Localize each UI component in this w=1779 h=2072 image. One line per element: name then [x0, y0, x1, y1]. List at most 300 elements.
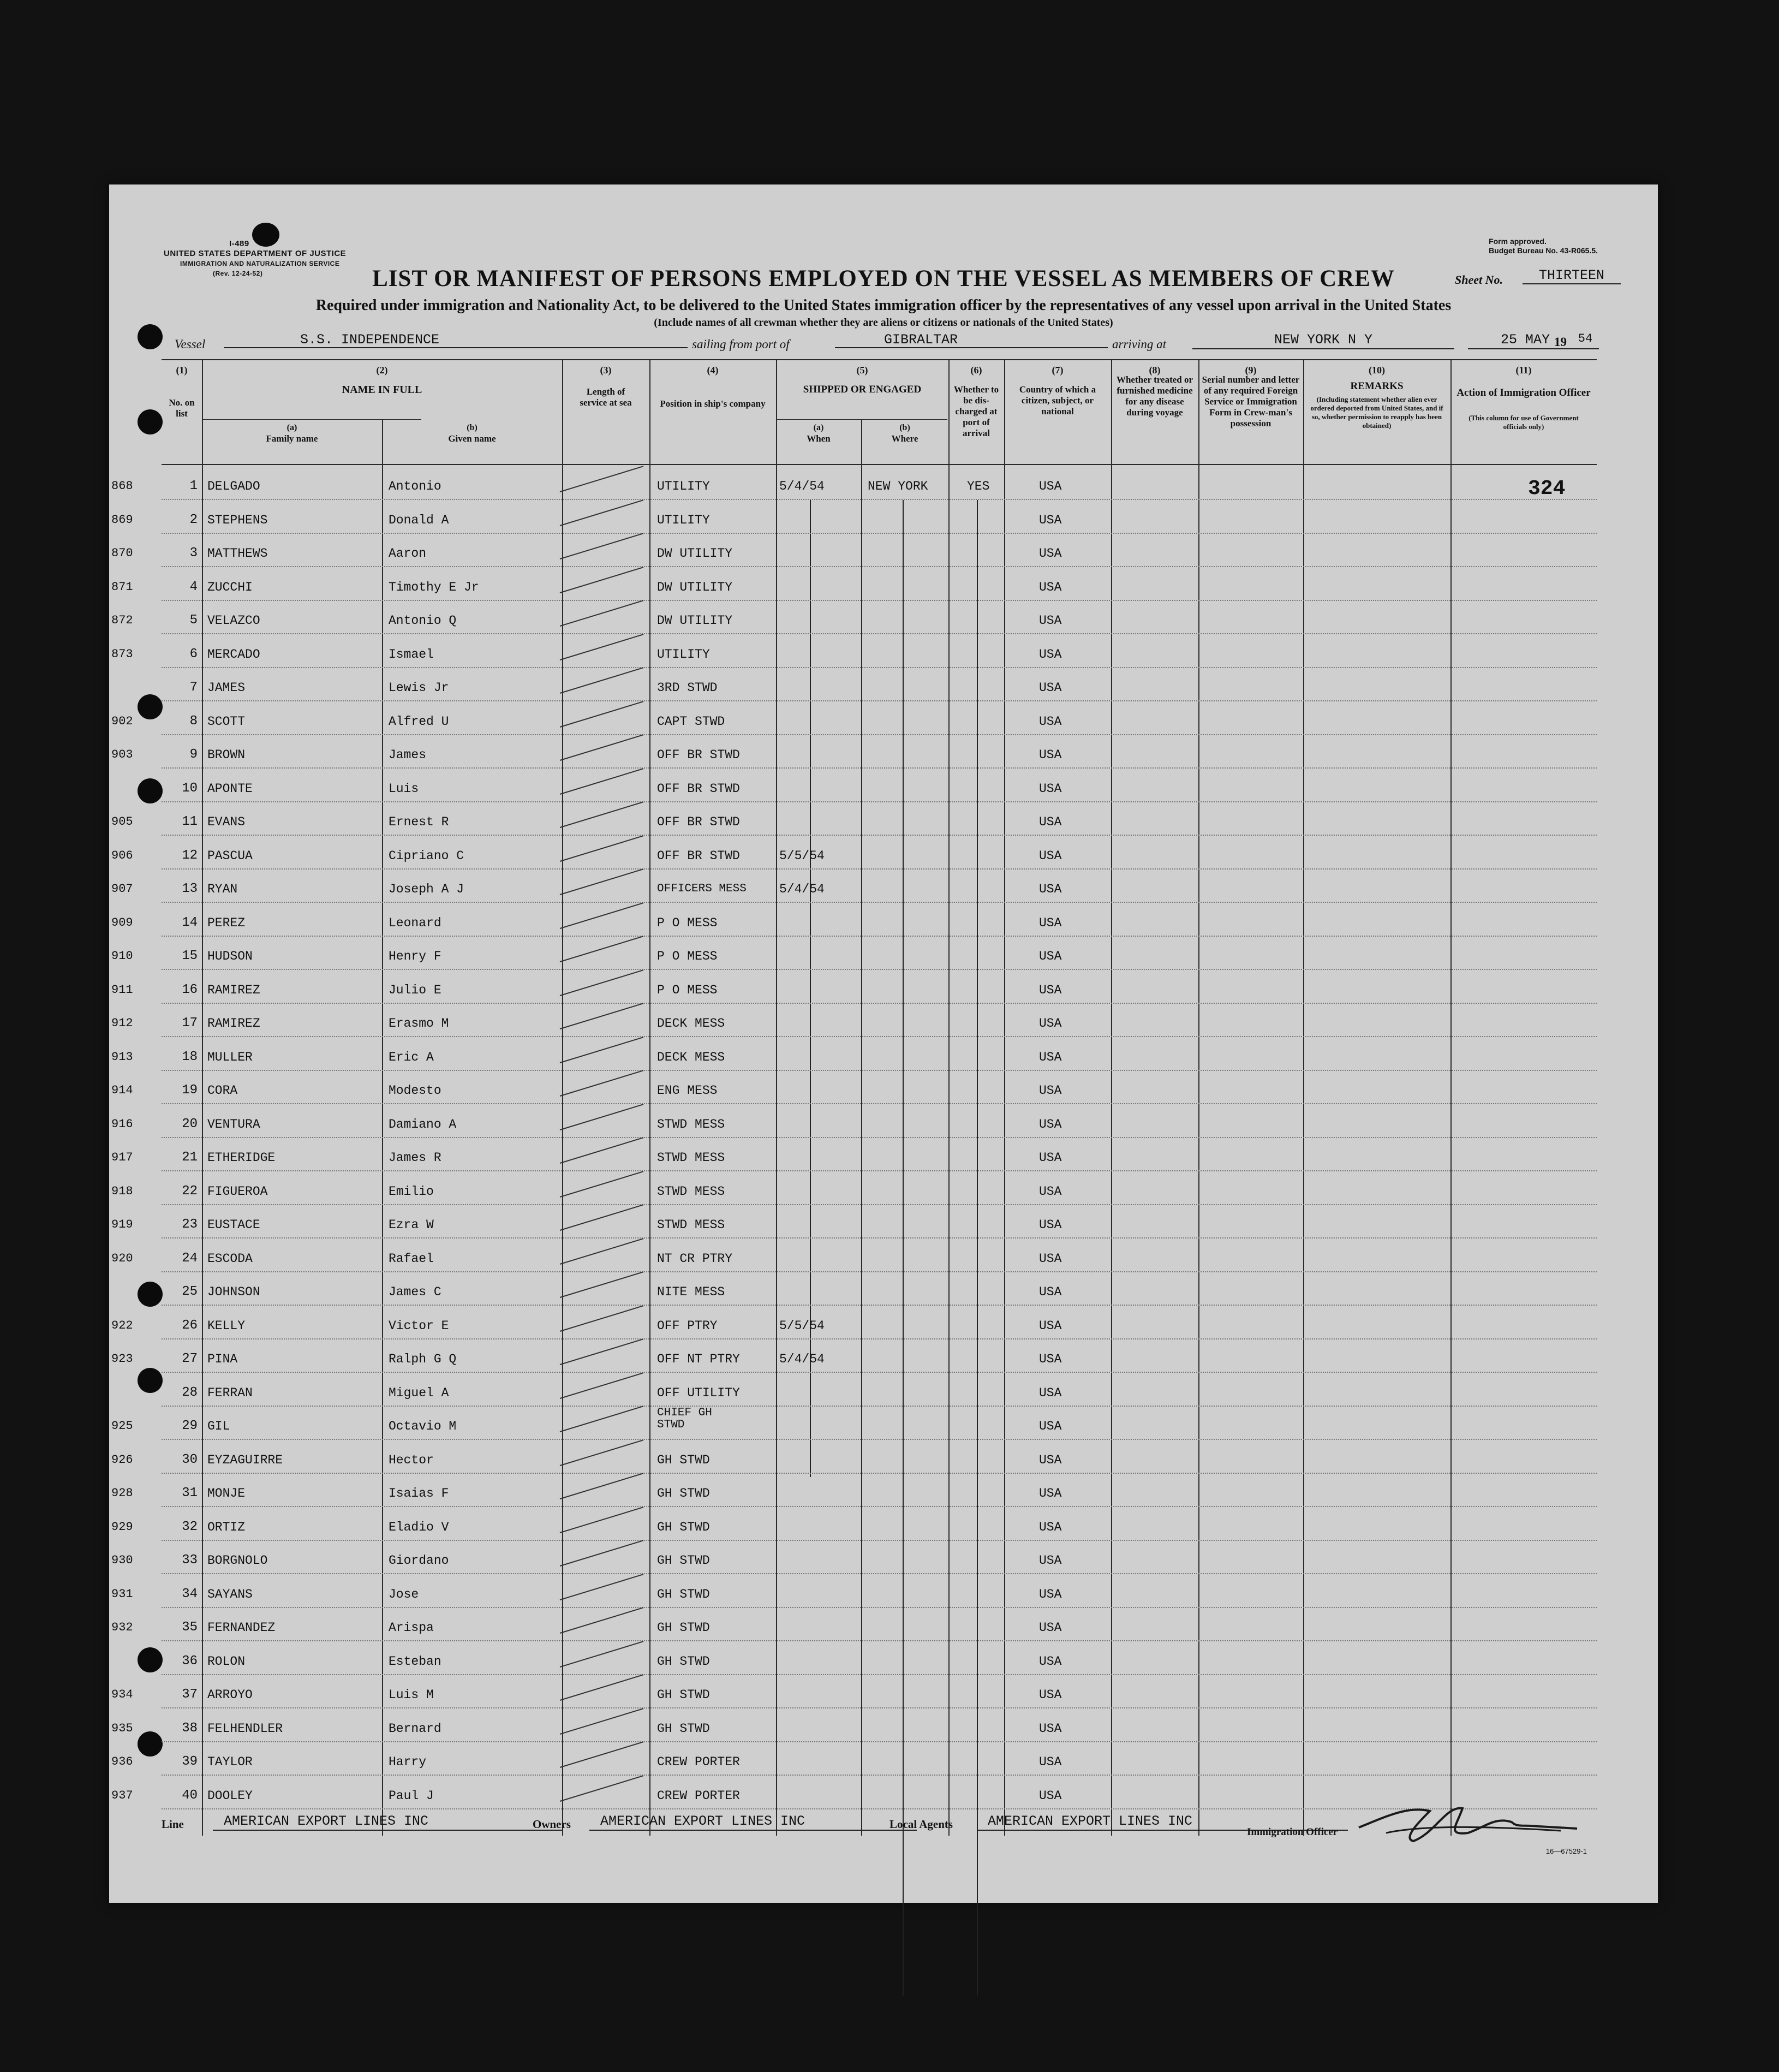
family-name: MONJE — [207, 1486, 246, 1501]
arrival-year: 54 — [1572, 332, 1599, 349]
country: USA — [1039, 1117, 1062, 1132]
family-name: DELGADO — [207, 479, 260, 493]
list-number: 37 — [182, 1687, 198, 1702]
family-name: PINA — [207, 1352, 238, 1366]
country: USA — [1039, 1352, 1062, 1366]
list-number: 35 — [182, 1620, 198, 1635]
country: USA — [1039, 1419, 1062, 1433]
sheet-number-value: THIRTEEN — [1523, 267, 1621, 284]
col5-header: SHIPPED OR ENGAGED — [803, 384, 922, 395]
list-number: 22 — [182, 1184, 198, 1199]
line-number: 871 — [111, 580, 133, 594]
family-name: MERCADO — [207, 647, 260, 662]
length-of-service-mark — [560, 1775, 644, 1802]
list-number: 29 — [182, 1419, 198, 1433]
length-of-service-mark — [560, 1406, 644, 1432]
country: USA — [1039, 647, 1062, 662]
country: USA — [1039, 748, 1062, 762]
list-number: 3 — [189, 546, 198, 561]
country: USA — [1039, 983, 1062, 997]
family-name: PASCUA — [207, 849, 253, 863]
line-number: 911 — [111, 983, 133, 997]
given-name: Ernest R — [389, 815, 449, 829]
row-ruling — [162, 1271, 1597, 1273]
line-number: 913 — [111, 1050, 133, 1064]
family-name: BROWN — [207, 748, 246, 762]
position: OFF PTRY — [657, 1319, 718, 1333]
form-id: I-489 — [229, 239, 249, 248]
given-name: Leonard — [389, 916, 441, 930]
list-number: 30 — [182, 1452, 198, 1467]
position: GH STWD — [657, 1486, 710, 1501]
line-number: 869 — [111, 513, 133, 527]
col10-header: REMARKS — [1350, 380, 1404, 392]
row-ruling — [162, 1775, 1597, 1776]
position: GH STWD — [657, 1553, 710, 1568]
length-of-service-mark — [560, 1641, 644, 1668]
length-of-service-mark — [560, 1305, 644, 1332]
row-ruling — [162, 700, 1597, 702]
list-number: 33 — [182, 1553, 198, 1568]
row-ruling — [162, 1036, 1597, 1038]
row-ruling — [162, 1237, 1597, 1239]
position: OFF BR STWD — [657, 849, 740, 863]
col4-header: Position in ship's company — [660, 398, 766, 409]
position: 3RD STWD — [657, 681, 718, 695]
country: USA — [1039, 916, 1062, 930]
family-name: FERNANDEZ — [207, 1621, 276, 1635]
position: P O MESS — [657, 916, 718, 930]
vessel-label: Vessel — [175, 337, 206, 351]
col4-number: (4) — [707, 365, 719, 376]
form-print-number: 16—67529-1 — [1545, 1847, 1587, 1855]
length-of-service-mark — [560, 634, 644, 660]
list-number: 4 — [189, 580, 198, 594]
owners-label: Owners — [533, 1818, 571, 1831]
list-number: 17 — [182, 1016, 198, 1031]
list-number: 34 — [182, 1587, 198, 1601]
line-number: 905 — [111, 815, 133, 829]
col1-number: (1) — [176, 365, 188, 376]
list-number: 27 — [182, 1351, 198, 1366]
length-of-service-mark — [560, 1070, 644, 1097]
line-number: 909 — [111, 916, 133, 930]
col5b-header: Where — [891, 433, 918, 444]
position: GH STWD — [657, 1453, 710, 1467]
family-name: MULLER — [207, 1050, 253, 1064]
vessel-name: S.S. INDEPENDENCE — [224, 332, 688, 348]
row-ruling — [162, 1674, 1597, 1676]
col1-header: No. on list — [169, 397, 195, 419]
family-name: ORTIZ — [207, 1520, 246, 1534]
punch-hole — [138, 409, 163, 434]
col3-header: Length of service at sea — [580, 386, 632, 408]
form-revision: (Rev. 12-24-52) — [213, 270, 263, 277]
given-name: Hector — [389, 1453, 434, 1467]
row-ruling — [162, 1573, 1597, 1575]
row-ruling — [162, 499, 1597, 501]
length-of-service-mark — [560, 969, 644, 996]
length-of-service-mark — [560, 902, 644, 929]
list-number: 31 — [182, 1486, 198, 1501]
position: GH STWD — [657, 1654, 710, 1669]
col8-number: (8) — [1149, 365, 1161, 376]
family-name: ZUCCHI — [207, 580, 253, 594]
length-of-service-mark — [560, 936, 644, 962]
country: USA — [1039, 882, 1062, 896]
family-name: FIGUEROA — [207, 1184, 268, 1199]
list-number: 28 — [182, 1385, 198, 1400]
family-name: ARROYO — [207, 1688, 253, 1702]
family-name: VENTURA — [207, 1117, 260, 1132]
given-name: Lewis Jr — [389, 681, 449, 695]
family-name: ESCODA — [207, 1252, 253, 1266]
line-number: 903 — [111, 748, 133, 761]
position: OFF UTILITY — [657, 1386, 740, 1400]
row-ruling — [162, 1070, 1597, 1071]
col6-number: (6) — [970, 365, 982, 376]
country: USA — [1039, 1151, 1062, 1165]
manifest-sheet — [109, 184, 1658, 1903]
position: OFF BR STWD — [657, 782, 740, 796]
position: OFF NT PTRY — [657, 1352, 740, 1366]
country: USA — [1039, 815, 1062, 829]
row-ruling — [162, 1640, 1597, 1642]
position: UTILITY — [657, 479, 710, 493]
row-ruling — [162, 1473, 1597, 1474]
country: USA — [1039, 849, 1062, 863]
col2b-number: (b) — [467, 423, 477, 432]
position: STWD MESS — [657, 1117, 725, 1132]
list-number: 15 — [182, 949, 198, 963]
punch-hole — [138, 1282, 163, 1307]
line-number: 868 — [111, 479, 133, 493]
list-number: 36 — [182, 1654, 198, 1669]
shipped-when: 5/4/54 — [779, 479, 825, 493]
family-name: EYZAGUIRRE — [207, 1453, 283, 1467]
position: UTILITY — [657, 513, 710, 527]
list-number: 12 — [182, 848, 198, 863]
col2a-header: Family name — [266, 433, 318, 444]
local-agents-label: Local Agents — [889, 1818, 953, 1831]
position: CHIEF GH STWD — [657, 1407, 712, 1431]
col8-header: Whether treated or furnished medicine for any disease during voyage — [1116, 374, 1193, 418]
line-number: 928 — [111, 1486, 133, 1500]
position: GH STWD — [657, 1621, 710, 1635]
list-number: 21 — [182, 1150, 198, 1165]
country: USA — [1039, 1050, 1062, 1064]
country: USA — [1039, 681, 1062, 695]
list-number: 16 — [182, 983, 198, 997]
given-name: Eladio V — [389, 1520, 449, 1534]
line-number: 925 — [111, 1419, 133, 1433]
length-of-service-mark — [560, 1238, 644, 1265]
country: USA — [1039, 1789, 1062, 1803]
manifest-subtitle: Required under immigration and Nationality Act, to be delivered to the United States immigration officer by the representatives of any vessel upon arrival in the United States — [315, 297, 1452, 314]
line-number: 934 — [111, 1688, 133, 1701]
length-of-service-mark — [560, 768, 644, 795]
length-of-service-mark — [560, 1607, 644, 1634]
length-of-service-mark — [560, 1540, 644, 1567]
given-name: Paul J — [389, 1789, 434, 1803]
given-name: Miguel A — [389, 1386, 449, 1400]
length-of-service-mark — [560, 567, 644, 593]
punch-hole — [138, 1647, 163, 1672]
position: DW UTILITY — [657, 580, 733, 594]
length-of-service-mark — [560, 667, 644, 694]
position: P O MESS — [657, 949, 718, 963]
list-number: 25 — [182, 1284, 198, 1299]
country: USA — [1039, 1218, 1062, 1232]
list-number: 24 — [182, 1251, 198, 1266]
position: GH STWD — [657, 1688, 710, 1702]
row-ruling — [162, 734, 1597, 736]
row-ruling — [162, 533, 1597, 534]
position: CREW PORTER — [657, 1755, 740, 1769]
country: USA — [1039, 513, 1062, 527]
line-number: 918 — [111, 1184, 133, 1198]
country: USA — [1039, 1453, 1062, 1467]
family-name: ROLON — [207, 1654, 246, 1669]
line-number: 929 — [111, 1520, 133, 1534]
row-ruling — [162, 1305, 1597, 1306]
country: USA — [1039, 949, 1062, 963]
list-number: 7 — [189, 680, 198, 695]
family-name: EVANS — [207, 815, 246, 829]
row-ruling — [162, 1439, 1597, 1440]
country: USA — [1039, 1083, 1062, 1098]
col7-number: (7) — [1052, 365, 1064, 376]
position: GH STWD — [657, 1587, 710, 1601]
position: OFF BR STWD — [657, 815, 740, 829]
length-of-service-mark — [560, 1439, 644, 1466]
family-name: PEREZ — [207, 916, 246, 930]
col5-number: (5) — [856, 365, 868, 376]
list-number: 18 — [182, 1050, 198, 1064]
length-of-service-mark — [560, 1674, 644, 1701]
local-agents-value: AMERICAN EXPORT LINES INC — [977, 1813, 1348, 1831]
row-ruling — [162, 835, 1597, 836]
row-ruling — [162, 667, 1597, 669]
position: P O MESS — [657, 983, 718, 997]
length-of-service-mark — [560, 466, 644, 492]
position: GH STWD — [657, 1520, 710, 1534]
length-of-service-mark — [560, 1574, 644, 1600]
list-number: 13 — [182, 882, 198, 896]
list-number: 19 — [182, 1083, 198, 1098]
row-ruling — [162, 936, 1597, 937]
country: USA — [1039, 479, 1062, 493]
row-ruling — [162, 1406, 1597, 1407]
given-name: Luis M — [389, 1688, 434, 1702]
position: DECK MESS — [657, 1050, 725, 1064]
col2a-number: (a) — [286, 423, 297, 432]
ditto-line-discharged — [977, 500, 978, 1996]
col10-note: (Including statement whether alien ever ordered deported from United States, and if so, whether permission to reapply has been obtained) — [1310, 395, 1443, 430]
position: DECK MESS — [657, 1016, 725, 1031]
family-name: MATTHEWS — [207, 546, 268, 561]
line-number: 902 — [111, 715, 133, 728]
country: USA — [1039, 1285, 1062, 1299]
country: USA — [1039, 1654, 1062, 1669]
given-name: Ezra W — [389, 1218, 434, 1232]
shipped-when: 5/4/54 — [779, 1352, 825, 1366]
list-number: 6 — [189, 647, 198, 662]
col2-header: NAME IN FULL — [342, 384, 422, 396]
col6-header: Whether to be dis-charged at port of arrival — [953, 384, 999, 438]
position: ENG MESS — [657, 1083, 718, 1098]
length-of-service-mark — [560, 600, 644, 627]
line-number: 919 — [111, 1218, 133, 1231]
immigration-officer-label: Immigration Officer — [1247, 1826, 1338, 1838]
col10-number: (10) — [1369, 365, 1385, 376]
position: UTILITY — [657, 647, 710, 662]
family-name: JOHNSON — [207, 1285, 260, 1299]
given-name: Giordano — [389, 1553, 449, 1568]
year-prefix: 19 — [1554, 335, 1567, 349]
stamped-page-number: 324 — [1528, 477, 1566, 501]
given-name: Antonio Q — [389, 614, 457, 628]
length-of-service-mark — [560, 1473, 644, 1499]
family-name: JAMES — [207, 681, 246, 695]
given-name: James R — [389, 1151, 441, 1165]
country: USA — [1039, 1688, 1062, 1702]
given-name: Antonio — [389, 479, 441, 493]
col2-number: (2) — [376, 365, 388, 376]
owners-value: AMERICAN EXPORT LINES INC — [589, 1813, 917, 1831]
family-name: FERRAN — [207, 1386, 253, 1400]
col11-note: (This column for use of Government officials only) — [1468, 414, 1579, 431]
family-name: TAYLOR — [207, 1755, 253, 1769]
punch-hole — [138, 1731, 163, 1757]
list-number: 10 — [182, 781, 198, 796]
col11-number: (11) — [1515, 365, 1532, 376]
country: USA — [1039, 715, 1062, 729]
row-ruling — [162, 868, 1597, 870]
position: DW UTILITY — [657, 614, 733, 628]
given-name: Eric A — [389, 1050, 434, 1064]
list-number: 5 — [189, 613, 198, 628]
country: USA — [1039, 546, 1062, 561]
line-number: 920 — [111, 1252, 133, 1265]
length-of-service-mark — [560, 1104, 644, 1130]
given-name: Jose — [389, 1587, 419, 1601]
line-number: 932 — [111, 1621, 133, 1634]
line-number: 917 — [111, 1151, 133, 1164]
country: USA — [1039, 1386, 1062, 1400]
country: USA — [1039, 1319, 1062, 1333]
length-of-service-mark — [560, 499, 644, 526]
position: NT CR PTRY — [657, 1252, 733, 1266]
given-name: Rafael — [389, 1252, 434, 1266]
length-of-service-mark — [560, 1037, 644, 1063]
length-of-service-mark — [560, 1372, 644, 1399]
position: OFF BR STWD — [657, 748, 740, 762]
line-number: 870 — [111, 546, 133, 560]
line-number: 935 — [111, 1722, 133, 1735]
given-name: Joseph A J — [389, 882, 464, 896]
row-ruling — [162, 1707, 1597, 1709]
family-name: APONTE — [207, 782, 253, 796]
departure-port: GIBRALTAR — [835, 332, 1108, 348]
country: USA — [1039, 580, 1062, 594]
row-ruling — [162, 1170, 1597, 1172]
line-number: 914 — [111, 1083, 133, 1097]
form-approved: Form approved. — [1489, 237, 1547, 246]
given-name: Modesto — [389, 1083, 441, 1098]
row-ruling — [162, 1204, 1597, 1206]
country: USA — [1039, 782, 1062, 796]
punch-hole — [138, 778, 163, 803]
line-number: 931 — [111, 1587, 133, 1601]
row-ruling — [162, 969, 1597, 970]
given-name: James — [389, 748, 427, 762]
length-of-service-mark — [560, 1507, 644, 1533]
punch-hole — [138, 694, 163, 719]
list-number: 8 — [189, 714, 198, 729]
line-number: 937 — [111, 1789, 133, 1802]
length-of-service-mark — [560, 1171, 644, 1198]
position: NITE MESS — [657, 1285, 725, 1299]
given-name: Erasmo M — [389, 1016, 449, 1031]
given-name: Cipriano C — [389, 849, 464, 863]
country: USA — [1039, 1016, 1062, 1031]
country: USA — [1039, 1486, 1062, 1501]
family-name: ETHERIDGE — [207, 1151, 276, 1165]
list-number: 39 — [182, 1754, 198, 1769]
row-ruling — [162, 1741, 1597, 1743]
given-name: Luis — [389, 782, 419, 796]
col5a-number: (a) — [813, 423, 824, 432]
col3-number: (3) — [600, 365, 612, 376]
given-name: Henry F — [389, 949, 441, 963]
list-number: 26 — [182, 1318, 198, 1333]
row-ruling — [162, 1506, 1597, 1508]
country: USA — [1039, 1252, 1062, 1266]
length-of-service-mark — [560, 868, 644, 895]
row-ruling — [162, 1338, 1597, 1340]
line-number: 926 — [111, 1453, 133, 1467]
family-name: GIL — [207, 1419, 230, 1433]
list-number: 32 — [182, 1520, 198, 1534]
given-name: Damiano A — [389, 1117, 457, 1132]
given-name: Victor E — [389, 1319, 449, 1333]
country: USA — [1039, 1722, 1062, 1736]
family-name: SCOTT — [207, 715, 246, 729]
given-name: Emilio — [389, 1184, 434, 1199]
col5b-number: (b) — [899, 423, 910, 432]
manifest-instruction: (Include names of all crewman whether they are aliens or citizens or nationals of the United States) — [654, 317, 1113, 329]
col2b-header: Given name — [448, 433, 496, 444]
country: USA — [1039, 1587, 1062, 1601]
list-number: 38 — [182, 1721, 198, 1736]
row-ruling — [162, 1003, 1597, 1004]
col9-number: (9) — [1245, 365, 1257, 376]
length-of-service-mark — [560, 734, 644, 761]
line-number: 916 — [111, 1117, 133, 1131]
given-name: Isaias F — [389, 1486, 449, 1501]
position: OFFICERS MESS — [657, 883, 747, 895]
list-number: 40 — [182, 1788, 198, 1803]
given-name: Bernard — [389, 1722, 441, 1736]
ditto-line-where — [903, 500, 904, 1996]
length-of-service-mark — [560, 533, 644, 559]
form-approval-block — [1489, 237, 1598, 255]
family-name: VELAZCO — [207, 614, 260, 628]
row-ruling — [162, 566, 1597, 568]
list-number: 20 — [182, 1117, 198, 1132]
given-name: Esteban — [389, 1654, 441, 1669]
